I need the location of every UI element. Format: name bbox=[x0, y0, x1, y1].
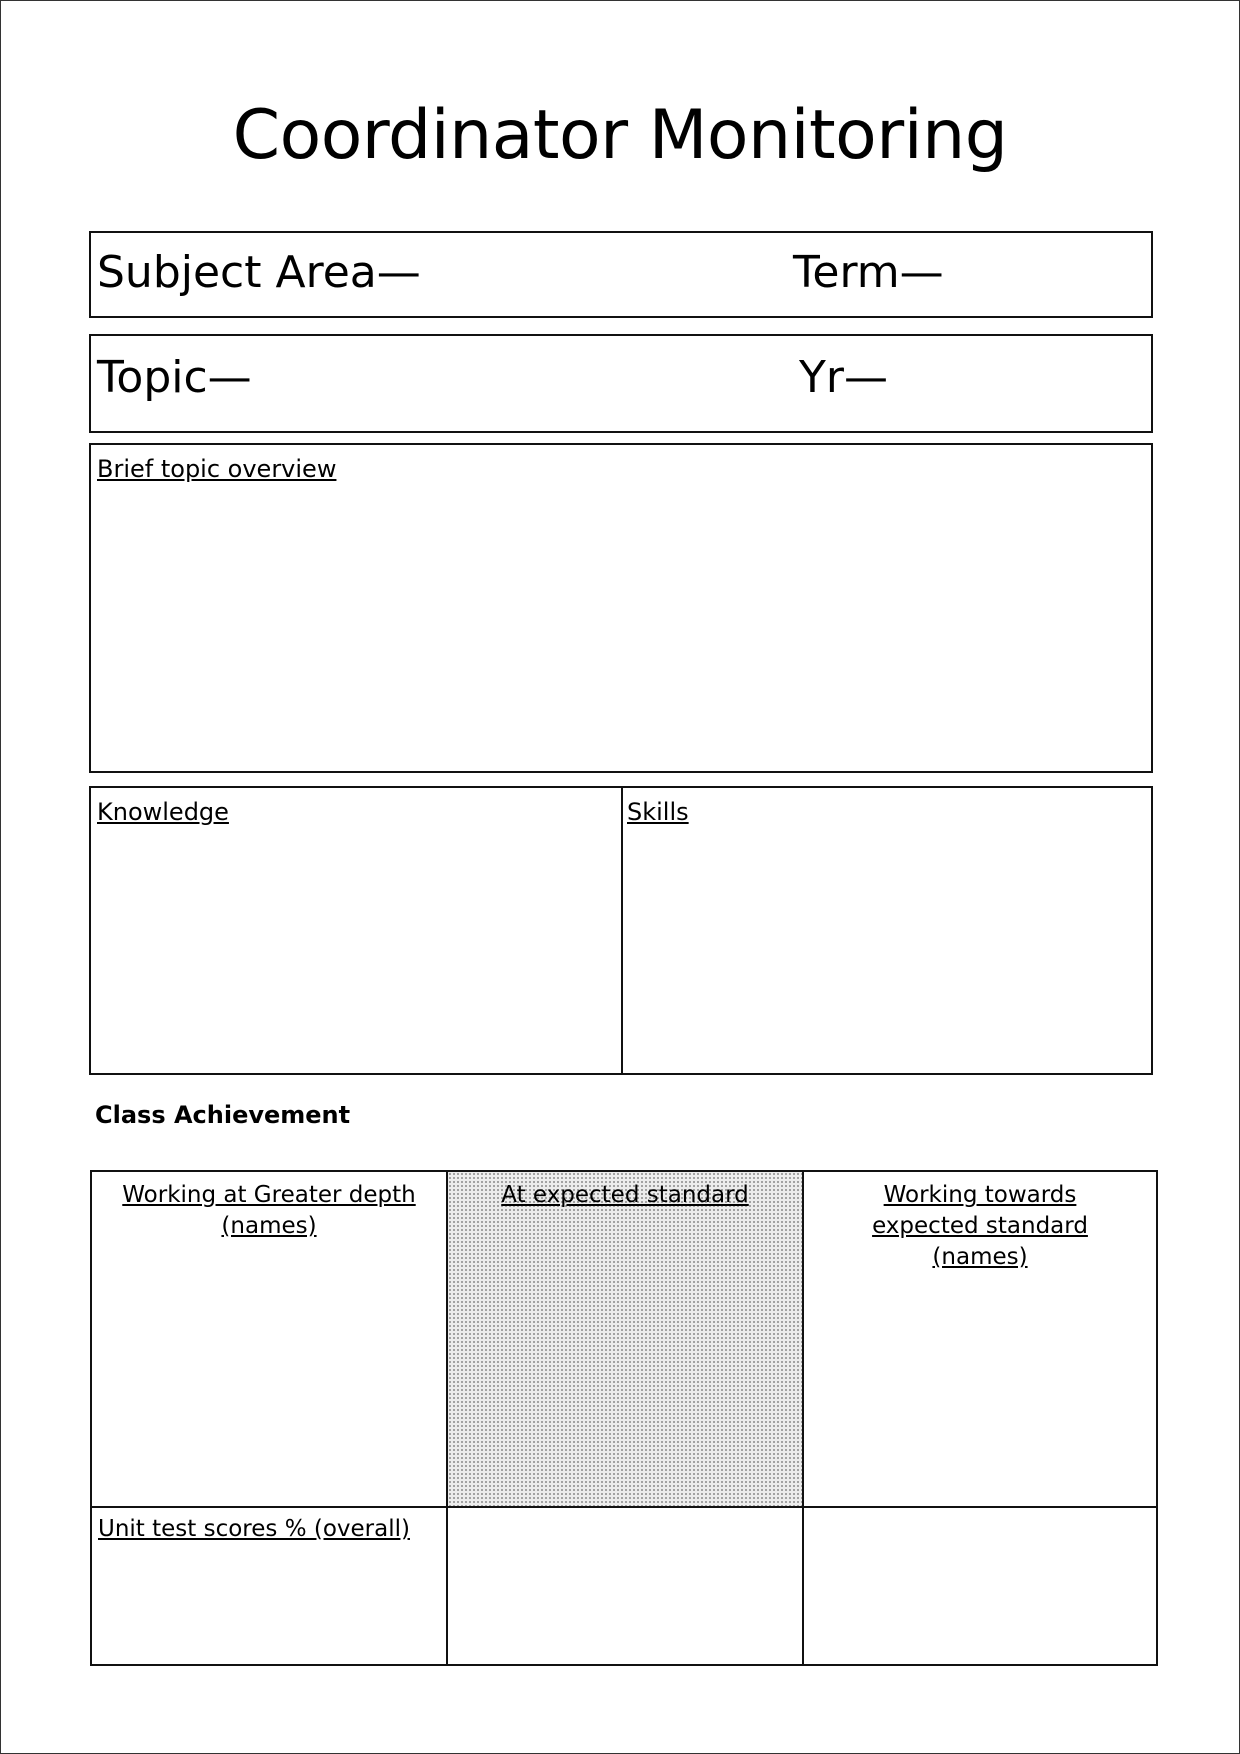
greater-depth-cell[interactable] bbox=[92, 1172, 446, 1506]
knowledge-label: Knowledge bbox=[97, 798, 229, 826]
topic-label[interactable]: Topic— bbox=[97, 352, 252, 403]
working-towards-header-line-3: (names) bbox=[932, 1244, 1028, 1270]
skills-label: Skills bbox=[627, 798, 689, 826]
subject-area-label[interactable]: Subject Area— bbox=[97, 247, 421, 298]
subject-term-box bbox=[89, 231, 1153, 318]
knowledge-cell[interactable] bbox=[91, 788, 621, 1073]
unit-test-expected-cell[interactable] bbox=[448, 1508, 802, 1664]
topic-yr-box bbox=[89, 334, 1153, 433]
greater-depth-header bbox=[92, 1180, 446, 1242]
expected-standard-cell[interactable] bbox=[448, 1172, 802, 1506]
term-label[interactable]: Term— bbox=[793, 247, 944, 298]
overview-box[interactable] bbox=[89, 443, 1153, 773]
knowledge-skills-box bbox=[89, 786, 1153, 1075]
grid-row-divider bbox=[92, 1506, 1156, 1508]
page-title: Coordinator Monitoring bbox=[232, 96, 1008, 175]
grid-divider-2 bbox=[802, 1172, 804, 1664]
yr-label[interactable]: Yr— bbox=[799, 352, 888, 403]
greater-depth-header-line-2: (names) bbox=[221, 1213, 317, 1239]
working-towards-header bbox=[804, 1180, 1156, 1273]
expected-standard-header bbox=[448, 1180, 802, 1211]
grid-divider-1 bbox=[446, 1172, 448, 1664]
greater-depth-header-line-1: Working at Greater depth bbox=[122, 1182, 416, 1208]
expected-standard-header-line-1: At expected standard bbox=[501, 1182, 749, 1208]
skills-cell[interactable] bbox=[623, 788, 1151, 1073]
achievement-grid bbox=[90, 1170, 1158, 1666]
working-towards-cell[interactable] bbox=[804, 1172, 1156, 1506]
unit-test-scores-label: Unit test scores % (overall) bbox=[98, 1516, 410, 1542]
working-towards-header-line-1: Working towards bbox=[883, 1182, 1077, 1208]
unit-test-scores-cell[interactable] bbox=[92, 1508, 446, 1664]
class-achievement-heading: Class Achievement bbox=[95, 1101, 351, 1129]
overview-label: Brief topic overview bbox=[97, 455, 337, 483]
unit-test-towards-cell[interactable] bbox=[804, 1508, 1156, 1664]
working-towards-header-line-2: expected standard bbox=[872, 1213, 1088, 1239]
